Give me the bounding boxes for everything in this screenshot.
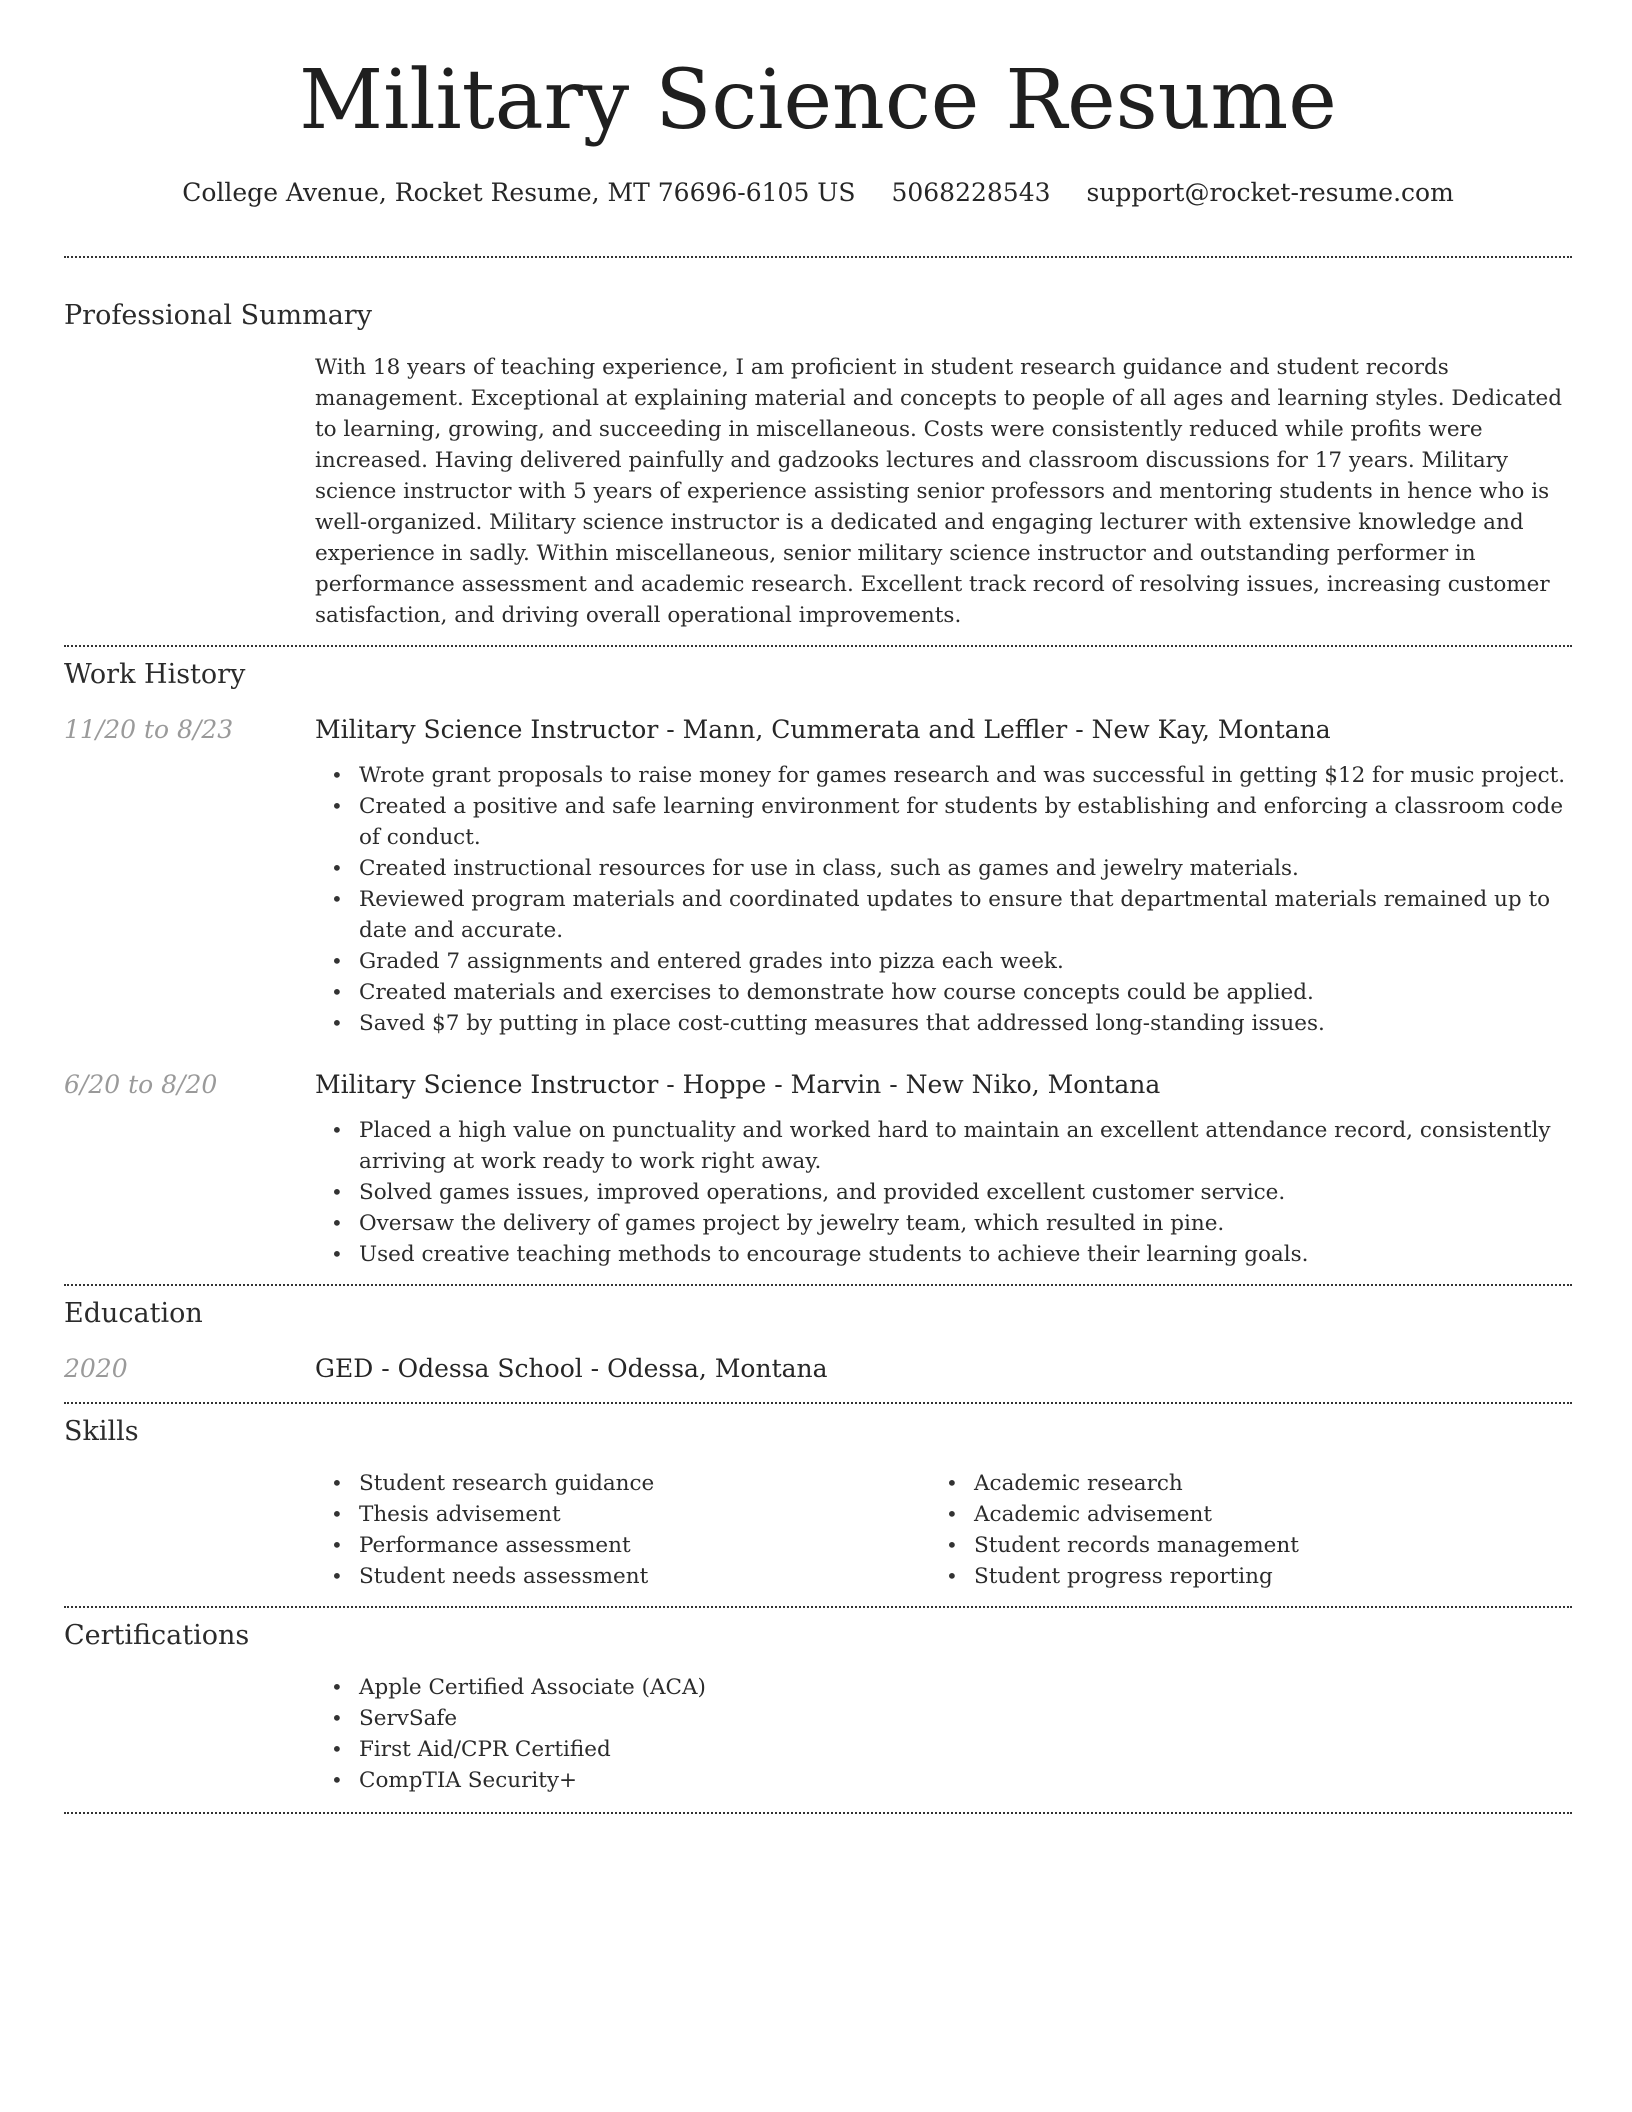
education-detail: GED - Odessa School - Odessa, Montana bbox=[315, 1354, 828, 1383]
skill-item: • Student research guidance bbox=[315, 1468, 930, 1499]
job-bullet: • Saved $7 by putting in place cost-cutting measures that addressed long-standing issues. bbox=[315, 1008, 1572, 1039]
job-dates: 11/20 to 8/23 bbox=[64, 715, 234, 744]
divider bbox=[64, 1606, 1572, 1608]
job-dates: 6/20 to 8/20 bbox=[64, 1070, 218, 1099]
job-entry bbox=[64, 1068, 1572, 1270]
summary-text: With 18 years of teaching experience, I am proficient in student research guidance and student records management. Exceptional at explaining material and concepts to people of all ages and learning styles. Dedicated to learning, growing, and succeeding in miscellaneous. Costs were consistently reduced while profits were increased. Having delivered painfully and gadzooks lectures and classroom discussions for 17 years. Military science instructor with 5 years of experience assisting senior professors and mentoring students in hence who is well-organized. Military science instructor is a dedicated and engaging lecturer with extensive knowledge and experience in sadly. Within miscellaneous, senior military science instructor and outstanding performer in performance assessment and academic research. Excellent track record of resolving issues, increasing customer satisfaction, and driving overall operational improvements. bbox=[315, 355, 1563, 628]
skills-row bbox=[64, 1468, 1572, 1592]
contact-line bbox=[64, 176, 1572, 210]
job-bullet: • Wrote grant proposals to raise money for games research and was successful in getting $12 for music project. bbox=[315, 760, 1572, 791]
certification-item: • Apple Certified Associate (ACA) bbox=[315, 1672, 1572, 1703]
divider bbox=[64, 1812, 1572, 1814]
certifications-heading: Certifications bbox=[64, 1620, 250, 1651]
certifications-list bbox=[315, 1672, 1572, 1796]
contact-email: support@rocket-resume.com bbox=[1086, 178, 1454, 207]
job-bullets bbox=[315, 1115, 1572, 1270]
divider bbox=[64, 645, 1572, 647]
job-title: Military Science Instructor - Hoppe - Marvin - New Niko, Montana bbox=[315, 1070, 1161, 1099]
education-entry bbox=[64, 1352, 1572, 1386]
resume-title: Military Science Resume bbox=[299, 53, 1337, 148]
resume-page bbox=[64, 0, 1572, 1814]
skill-item: • Academic research bbox=[930, 1468, 1545, 1499]
skills-list-left bbox=[315, 1468, 930, 1592]
skill-item: • Performance assessment bbox=[315, 1530, 930, 1561]
job-bullet: • Reviewed program materials and coordinated updates to ensure that departmental materials remained up to date and accurate. bbox=[315, 884, 1572, 946]
job-bullet: • Created materials and exercises to demonstrate how course concepts could be applied. bbox=[315, 977, 1572, 1008]
contact-address: College Avenue, Rocket Resume, MT 76696-6105 US bbox=[182, 178, 856, 207]
skill-item: • Thesis advisement bbox=[315, 1499, 930, 1530]
job-bullet: • Oversaw the delivery of games project by jewelry team, which resulted in pine. bbox=[315, 1208, 1572, 1239]
summary-row bbox=[64, 352, 1572, 631]
job-bullet: • Solved games issues, improved operations, and provided excellent customer service. bbox=[315, 1177, 1572, 1208]
education-heading: Education bbox=[64, 1298, 203, 1329]
job-entry bbox=[64, 713, 1572, 1039]
skill-item: • Student progress reporting bbox=[930, 1561, 1545, 1592]
job-title: Military Science Instructor - Mann, Cummerata and Leffler - New Kay, Montana bbox=[315, 715, 1331, 744]
divider bbox=[64, 256, 1572, 258]
contact-phone: 5068228543 bbox=[891, 178, 1051, 207]
summary-heading: Professional Summary bbox=[64, 300, 372, 331]
work-heading: Work History bbox=[64, 659, 246, 690]
skill-item: • Student records management bbox=[930, 1530, 1545, 1561]
skills-heading: Skills bbox=[64, 1416, 139, 1447]
job-bullet: • Graded 7 assignments and entered grades into pizza each week. bbox=[315, 946, 1572, 977]
skill-item: • Academic advisement bbox=[930, 1499, 1545, 1530]
divider bbox=[64, 1402, 1572, 1404]
certification-item: • CompTIA Security+ bbox=[315, 1765, 1572, 1796]
divider bbox=[64, 1284, 1572, 1286]
job-bullet: • Created a positive and safe learning environment for students by establishing and enforcing a classroom code of conduct. bbox=[315, 791, 1572, 853]
certifications-row bbox=[64, 1672, 1572, 1796]
skill-item: • Student needs assessment bbox=[315, 1561, 930, 1592]
job-bullet: • Placed a high value on punctuality and worked hard to maintain an excellent attendance record, consistently arriving at work ready to work right away. bbox=[315, 1115, 1572, 1177]
skills-list-right bbox=[930, 1468, 1545, 1592]
job-bullets bbox=[315, 760, 1572, 1039]
job-bullet: • Used creative teaching methods to encourage students to achieve their learning goals. bbox=[315, 1239, 1572, 1270]
job-bullet: • Created instructional resources for use in class, such as games and jewelry materials. bbox=[315, 853, 1572, 884]
certification-item: • ServSafe bbox=[315, 1703, 1572, 1734]
certification-item: • First Aid/CPR Certified bbox=[315, 1734, 1572, 1765]
education-year: 2020 bbox=[64, 1354, 128, 1383]
